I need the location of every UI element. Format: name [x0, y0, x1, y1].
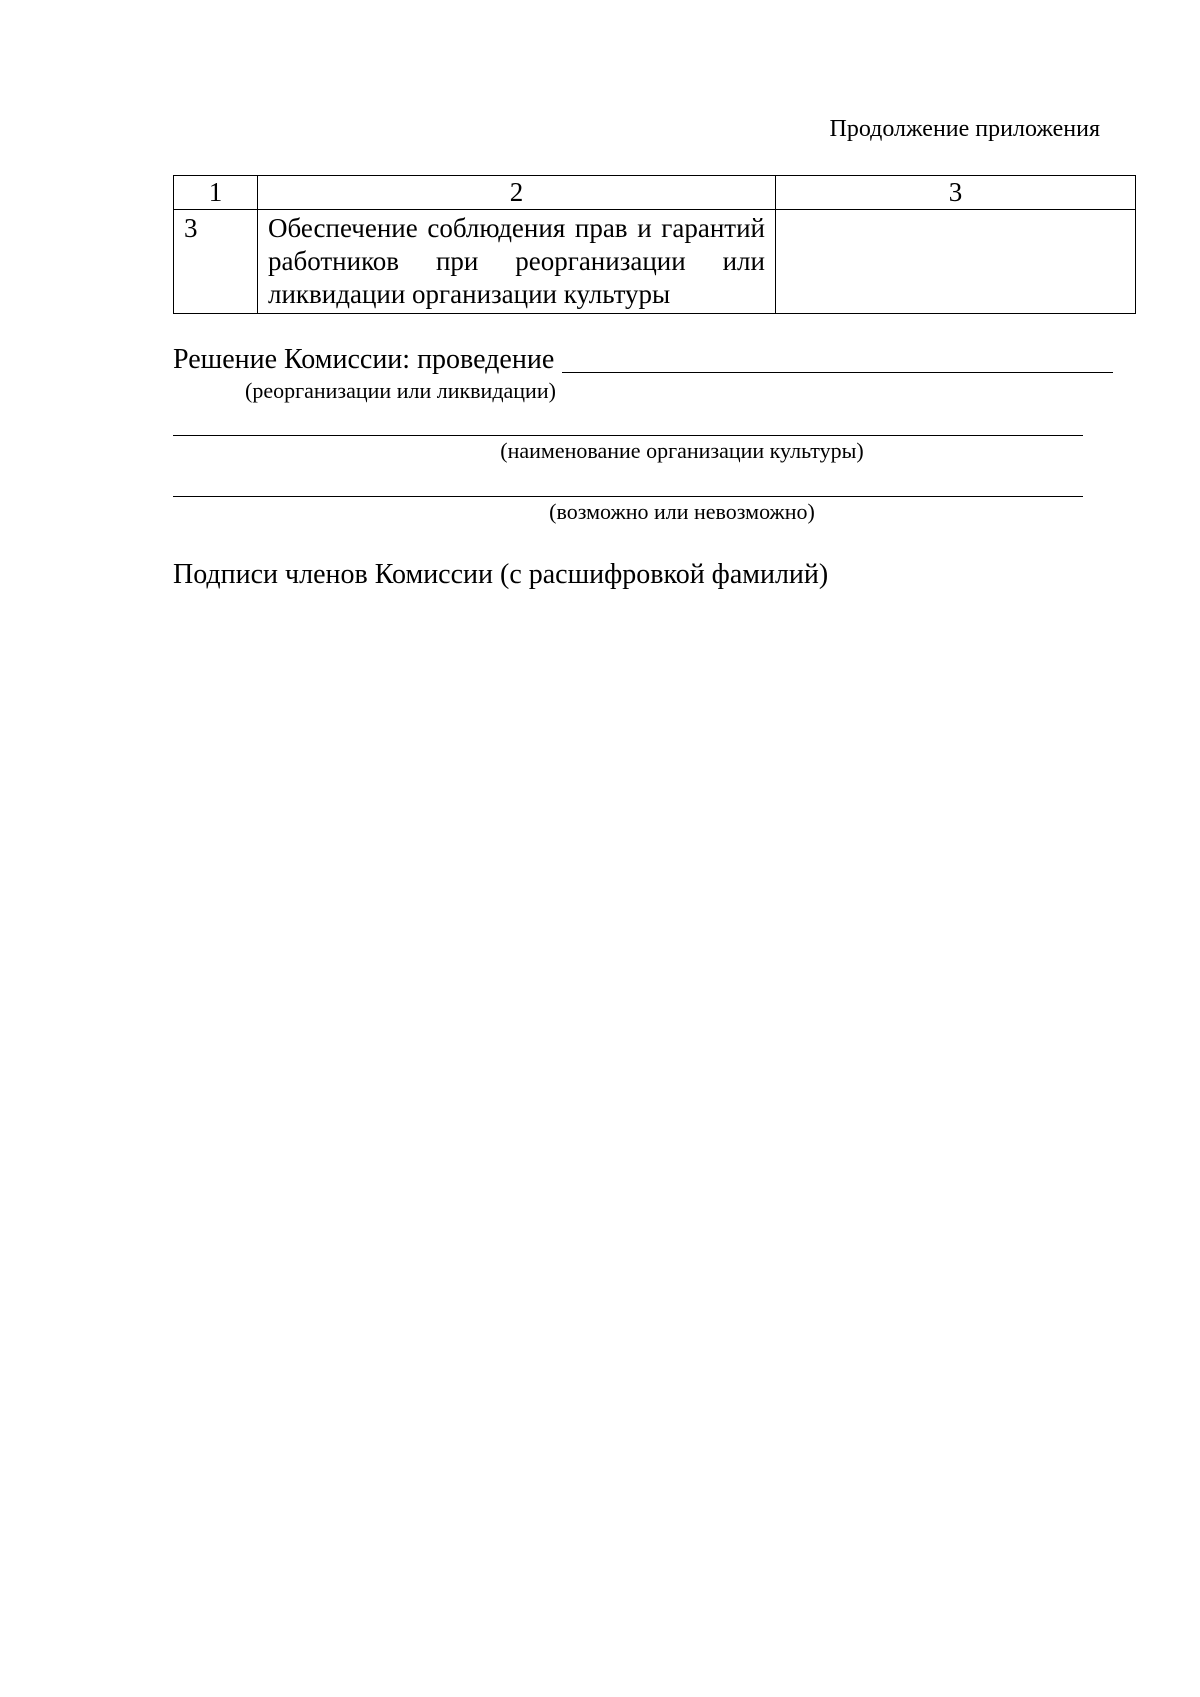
appendix-table [173, 175, 1136, 314]
organization-name-line [173, 435, 1083, 436]
table-row [174, 210, 1136, 314]
decision-label: Решение Комиссии: проведение [173, 344, 555, 375]
table-header-row [174, 176, 1136, 210]
caption-possibility: (возможно или невозможно) [549, 499, 815, 524]
row-value-cell [776, 210, 1136, 314]
table-header-cell: 2 [258, 176, 776, 210]
table-header-cell: 1 [174, 176, 258, 210]
possibility-line [173, 496, 1083, 497]
row-text-cell: Обеспечение соблюдения прав и гарантий работников при реорганизации или ликвидации организации культуры [258, 210, 776, 314]
continuation-heading: Продолжение приложения [829, 116, 1100, 142]
signatures-label: Подписи членов Комиссии (с расшифровкой фамилий) [173, 559, 829, 590]
caption-reorganization: (реорганизации или ликвидации) [245, 378, 556, 403]
row-number-cell: 3 [174, 210, 258, 314]
decision-fill-line [562, 344, 1113, 373]
decision-line [173, 343, 1113, 377]
caption-organization: (наименование организации культуры) [500, 438, 864, 463]
table-header-cell: 3 [776, 176, 1136, 210]
